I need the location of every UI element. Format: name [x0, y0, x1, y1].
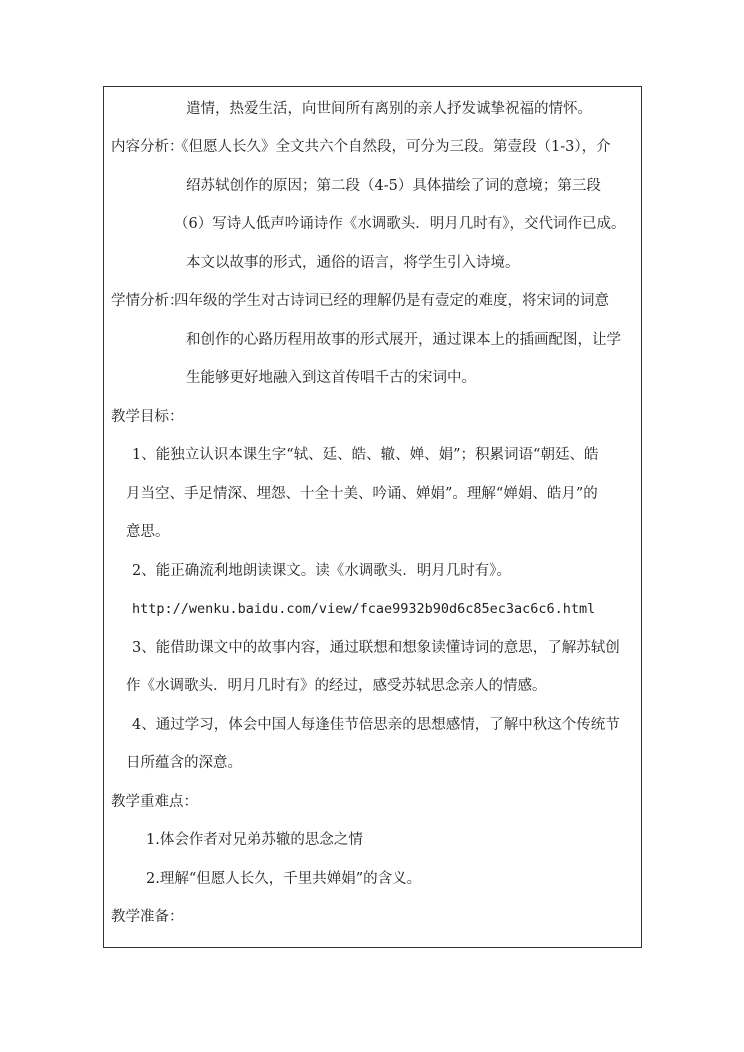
objective-line: 月当空、手足情深、埋怨、十全十美、吟诵、婵娟”。理解“婵娟、皓月”的 — [126, 486, 598, 502]
learner-analysis-line: 和创作的心路历程用故事的形式展开，通过课本上的插画配图，让学 — [186, 332, 621, 348]
content-analysis-line: （6）写诗人低声吟诵诗作《水调歌头．明月几时有》，交代词作已成。 — [174, 216, 626, 232]
key-points-heading: 教学重难点： — [111, 794, 198, 810]
reference-url[interactable]: http://wenku.baidu.com/view/fcae9932b90d6c85ec3ac6c6.html — [132, 601, 596, 617]
learner-analysis-label: 学情分析： — [111, 293, 184, 309]
preparation-heading: 教学准备： — [111, 909, 184, 925]
intro-tail-text: 遣情，热爱生活，向世间所有离别的亲人抒发诚挚祝福的情怀。 — [186, 101, 592, 117]
objective-line: 2、能正确流利地朗读课文。读《水调歌头．明月几时有》。 — [132, 563, 511, 579]
key-point-line: 2.理解“但愿人长久，千里共婵娟”的含义。 — [146, 871, 422, 887]
objectives-heading: 教学目标： — [111, 409, 184, 425]
content-analysis-label: 内容分析： — [111, 139, 184, 155]
objective-line: 1、能独立认识本课生字“轼、廷、皓、辙、婵、娟”；积累词语“朝廷、皓 — [132, 447, 599, 463]
learner-analysis-line: 四年级的学生对古诗词已经的理解仍是有壹定的难度，将宋词的词意 — [174, 293, 609, 309]
content-analysis-line: 本文以故事的形式，通俗的语言，将学生引入诗境。 — [186, 255, 520, 271]
content-analysis-line: 《但愿人长久》全文共六个自然段，可分为三段。第壹段（1-3），介 — [174, 139, 611, 155]
objective-line: 作《水调歌头．明月几时有》的经过，感受苏轼思念亲人的情感。 — [126, 678, 547, 694]
key-point-line: 1.体会作者对兄弟苏辙的思念之情 — [146, 832, 363, 848]
objective-line: 3、能借助课文中的故事内容，通过联想和想象读懂诗词的意思，了解苏轼创 — [132, 640, 620, 656]
objective-line: 日所蕴含的深意。 — [126, 755, 242, 771]
learner-analysis-line: 生能够更好地融入到这首传唱千古的宋词中。 — [186, 370, 476, 386]
objective-line: 意思。 — [126, 524, 170, 540]
content-analysis-line: 绍苏轼创作的原因；第二段（4-5）具体描绘了词的意境；第三段 — [186, 178, 601, 194]
objective-line: 4、通过学习，体会中国人每逢佳节倍思亲的思想感情，了解中秋这个传统节 — [132, 717, 620, 733]
